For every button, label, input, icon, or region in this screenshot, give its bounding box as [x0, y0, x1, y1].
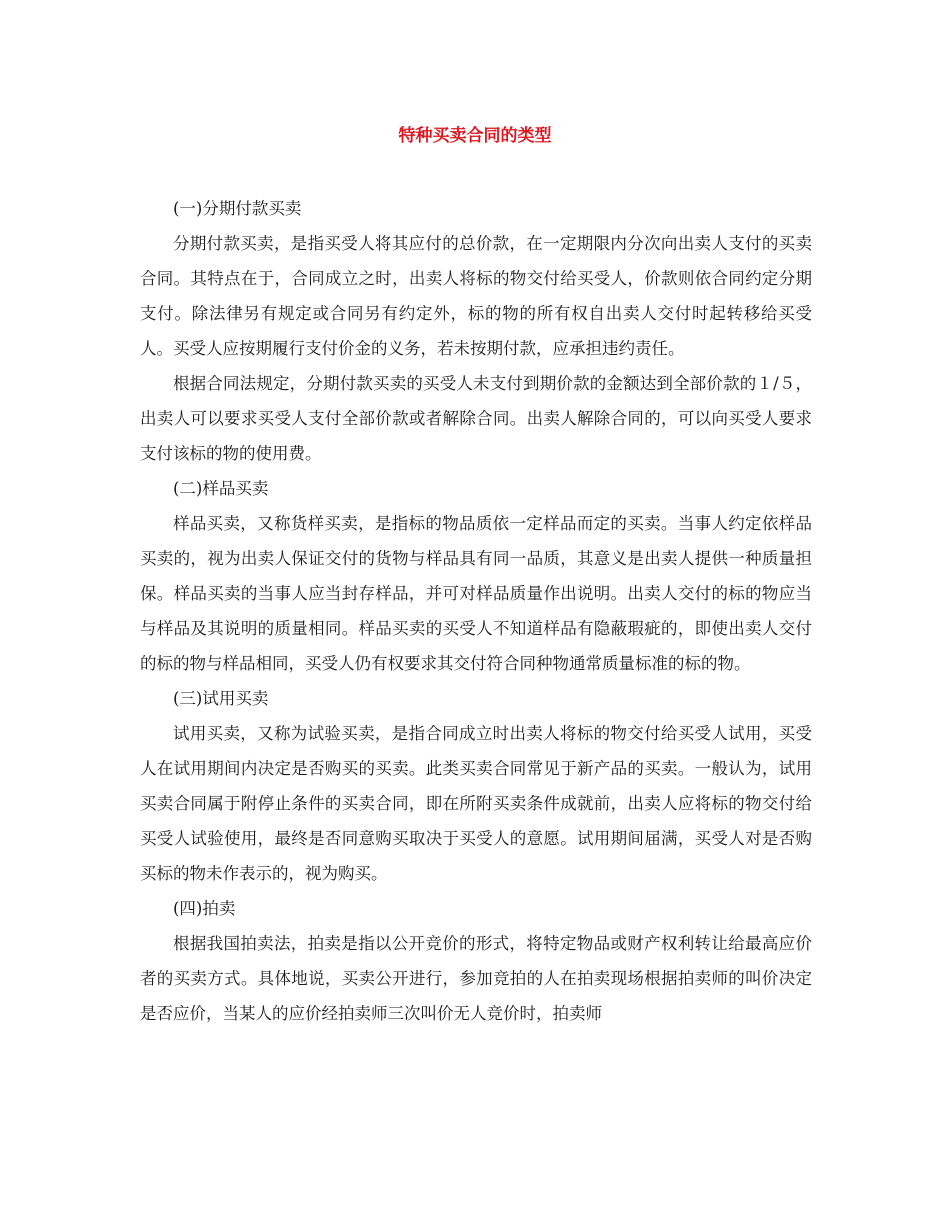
paragraph-auction-definition: 根据我国拍卖法，拍卖是指以公开竞价的形式，将特定物品或财产权利转让给最高应价者的买卖方式。具体地说，买卖公开进行，参加竞拍的人在拍卖现场根据拍卖师的叫价决定是否应价，当某人的应价经拍卖师三次叫价无人竞价时，拍卖师: [140, 934, 812, 1023]
section-heading-installment: (一)分期付款买卖: [173, 199, 302, 218]
paragraph-installment-rules: 根据合同法规定，分期付款买卖的买受人未支付到期价款的金额达到全部价款的１/５，出卖人可以要求买受人支付全部价款或者解除合同。出卖人解除合同的，可以向买受人要求支付该标的物的使用费。: [140, 374, 812, 463]
page-title: 特种买卖合同的类型: [398, 126, 552, 146]
document-body: [140, 191, 812, 1031]
paragraph-sample-definition: 样品买卖，又称货样买卖，是指标的物品质依一定样品而定的买卖。当事人约定依样品买卖的，视为出卖人保证交付的货物与样品具有同一品质，其意义是出卖人提供一种质量担保。样品买卖的当事人应当封存样品，并可对样品质量作出说明。出卖人交付的标的物应当与样品及其说明的质量相同。样品买卖的买受人不知道样品有隐蔽瑕疵的，即使出卖人交付的标的物与样品相同，买受人仍有权要求其交付符合同种物通常质量标准的标的物。: [140, 514, 812, 673]
section-heading-sample: (二)样品买卖: [173, 479, 269, 498]
paragraph-installment-definition: 分期付款买卖，是指买受人将其应付的总价款，在一定期限内分次向出卖人支付的买卖合同。其特点在于，合同成立之时，出卖人将标的物交付给买受人，价款则依合同约定分期支付。除法律另有规定或合同另有约定外，标的物的所有权自出卖人交付时起转移给买受人。买受人应按期履行支付价金的义务，若未按期付款，应承担违约责任。: [140, 234, 812, 358]
section-heading-trial: (三)试用买卖: [173, 689, 269, 708]
paragraph-trial-definition: 试用买卖，又称为试验买卖，是指合同成立时出卖人将标的物交付给买受人试用，买受人在试用期间内决定是否购买的买卖。此类买卖合同常见于新产品的买卖。一般认为，试用买卖合同属于附停止条件的买卖合同，即在所附买卖条件成就前，出卖人应将标的物交付给买受人试验使用，最终是否同意购买取决于买受人的意愿。试用期间届满，买受人对是否购买标的物未作表示的，视为购买。: [140, 724, 812, 883]
section-heading-auction: (四)拍卖: [173, 899, 236, 918]
